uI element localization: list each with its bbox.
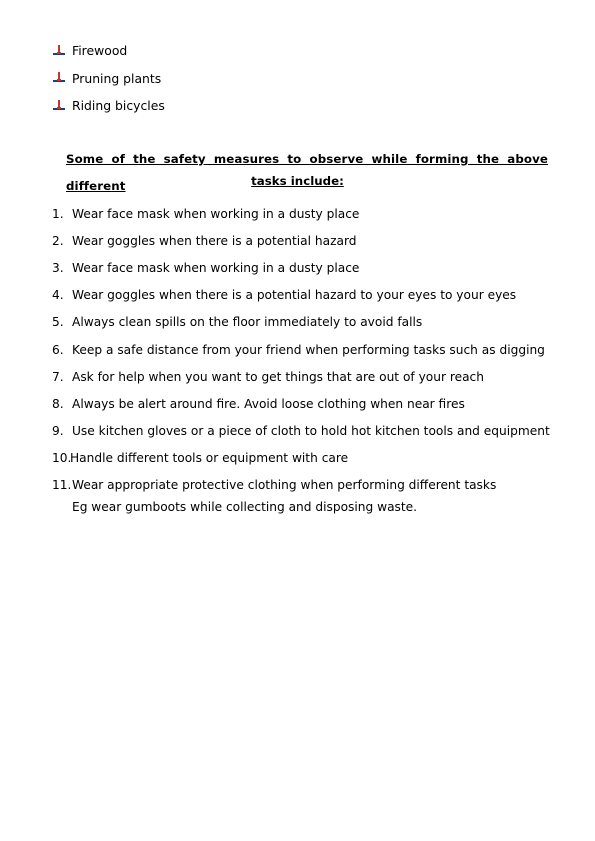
section-heading-line2: tasks include: — [251, 174, 344, 188]
bullet-item — [52, 37, 165, 65]
item-number: 10. — [52, 451, 72, 466]
arrow-bullet-icon — [52, 71, 66, 85]
item-text: Wear goggles when there is a potential hazard to your eyes to your eyes — [72, 288, 517, 303]
list-item — [52, 227, 552, 254]
item-number: 5. — [52, 315, 64, 330]
list-item — [52, 445, 552, 472]
item-number: 8. — [52, 396, 64, 411]
list-item — [52, 336, 552, 363]
item-number: 3. — [52, 260, 64, 275]
item-number: 11. — [52, 478, 72, 493]
bullet-label: Pruning plants — [72, 70, 162, 86]
item-text: Always be alert around fire. Avoid loose clothing when near fires — [72, 396, 465, 411]
item-text: Keep a safe distance from your friend when performing tasks such as digging — [72, 342, 545, 357]
list-item — [52, 390, 552, 417]
item-number: 1. — [52, 206, 64, 221]
section-heading-continuation — [0, 173, 595, 189]
list-item — [52, 418, 552, 445]
item-number: 9. — [52, 424, 64, 439]
list-item — [52, 282, 552, 309]
arrow-bullet-icon — [52, 99, 66, 113]
list-item — [52, 363, 552, 390]
bullet-label: Riding bicycles — [72, 98, 165, 114]
item-text: Wear appropriate protective clothing when performing different tasks — [72, 478, 497, 493]
item-text: Wear face mask when working in a dusty place — [72, 260, 360, 275]
item-number: 4. — [52, 288, 64, 303]
list-item — [52, 309, 552, 336]
item-text: Wear goggles when there is a potential hazard — [72, 233, 357, 248]
bullet-item — [52, 65, 165, 93]
item-text: Always clean spills on the floor immediately to avoid falls — [72, 315, 423, 330]
list-item — [52, 200, 552, 227]
item-number: 7. — [52, 369, 64, 384]
item-text: Handle different tools or equipment with care — [70, 451, 349, 466]
item-text: Wear face mask when working in a dusty place — [72, 206, 360, 221]
section-heading: Some of the safety measures to observe while forming the above different — [66, 152, 548, 193]
item-text: Use kitchen gloves or a piece of cloth to hold hot kitchen tools and equipment — [72, 424, 550, 439]
bullet-label: Firewood — [72, 43, 128, 59]
list-item — [52, 472, 552, 499]
list-item — [52, 254, 552, 281]
item-number: 6. — [52, 342, 64, 357]
item-number: 2. — [52, 233, 64, 248]
safety-measures-list — [52, 200, 552, 499]
example-text: Eg wear gumboots while collecting and disposing waste. — [72, 500, 418, 514]
activity-bullet-list — [52, 37, 165, 120]
item-text: Ask for help when you want to get things that are out of your reach — [72, 369, 484, 384]
bullet-item — [52, 92, 165, 120]
arrow-bullet-icon — [52, 44, 66, 58]
